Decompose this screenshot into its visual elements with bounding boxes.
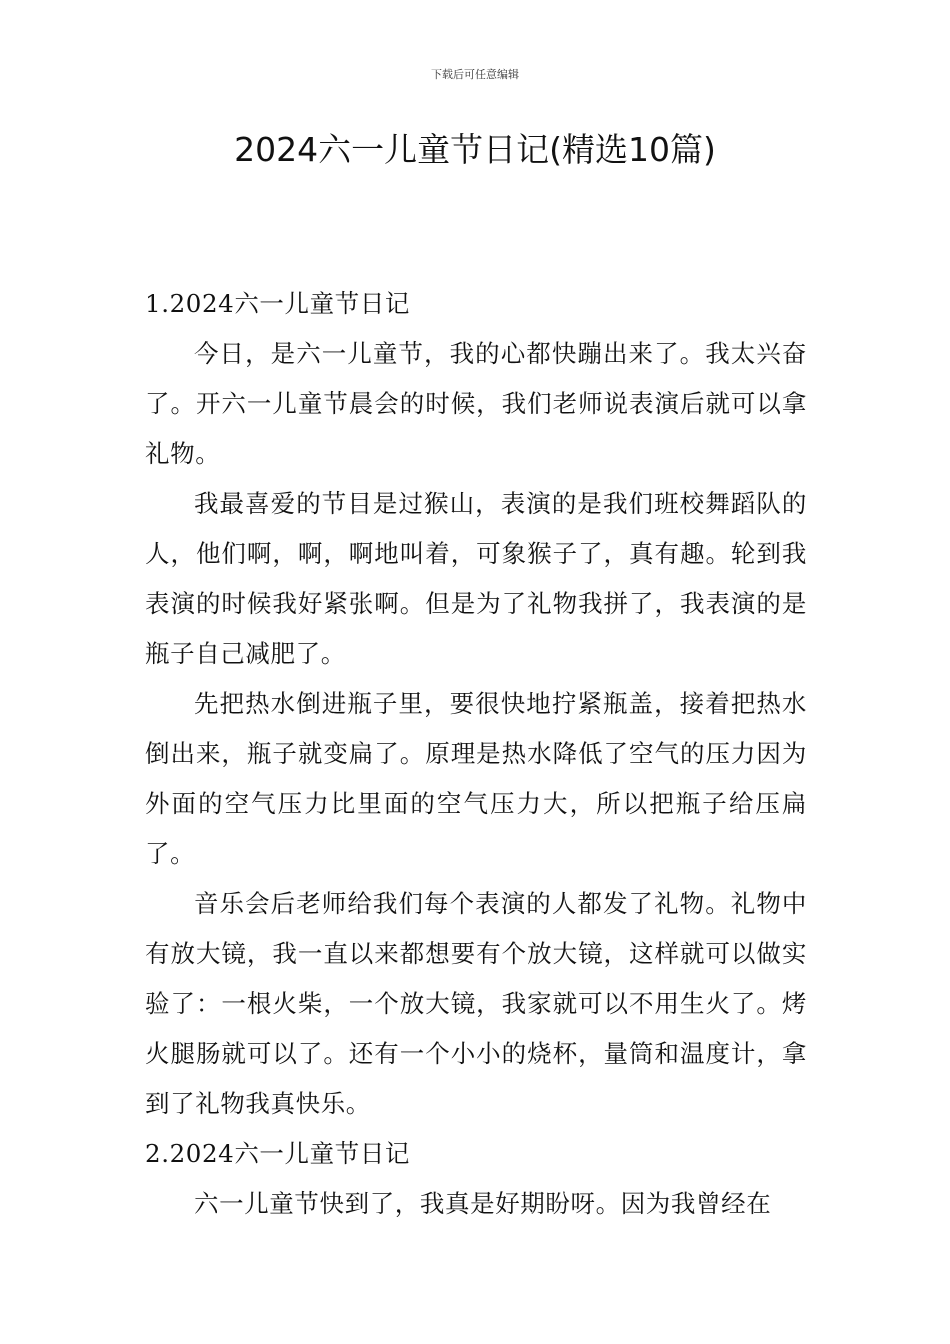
document-body	[145, 279, 807, 1229]
paragraph: 先把热水倒进瓶子里，要很快地拧紧瓶盖，接着把热水倒出来，瓶子就变扁了。原理是热水降低了空气的压力因为外面的空气压力比里面的空气压力大，所以把瓶子给压扁了。	[145, 689, 807, 868]
paragraph: 音乐会后老师给我们每个表演的人都发了礼物。礼物中有放大镜，我一直以来都想要有个放大镜，这样就可以做实验了：一根火柴，一个放大镜，我家就可以不用生火了。烤火腿肠就可以了。还有一个小小的烧杯，量筒和温度计，拿到了礼物我真快乐。	[145, 889, 807, 1118]
section-heading: 1.2024六一儿童节日记	[145, 289, 411, 318]
section-heading: 2.2024六一儿童节日记	[145, 1139, 411, 1168]
section-1	[145, 279, 807, 1129]
paragraph: 今日，是六一儿童节，我的心都快蹦出来了。我太兴奋了。开六一儿童节晨会的时候，我们老师说表演后就可以拿礼物。	[145, 339, 807, 468]
section-2	[145, 1129, 807, 1229]
paragraph: 六一儿童节快到了，我真是好期盼呀。因为我曾经在	[194, 1189, 772, 1218]
document-title: 2024六一儿童节日记(精选10篇)	[234, 130, 716, 169]
paragraph: 我最喜爱的节目是过猴山，表演的是我们班校舞蹈队的人，他们啊，啊，啊地叫着，可象猴子了，真有趣。轮到我表演的时候我好紧张啊。但是为了礼物我拼了，我表演的是瓶子自己减肥了。	[145, 489, 807, 668]
header-note: 下载后可任意编辑	[431, 68, 519, 81]
